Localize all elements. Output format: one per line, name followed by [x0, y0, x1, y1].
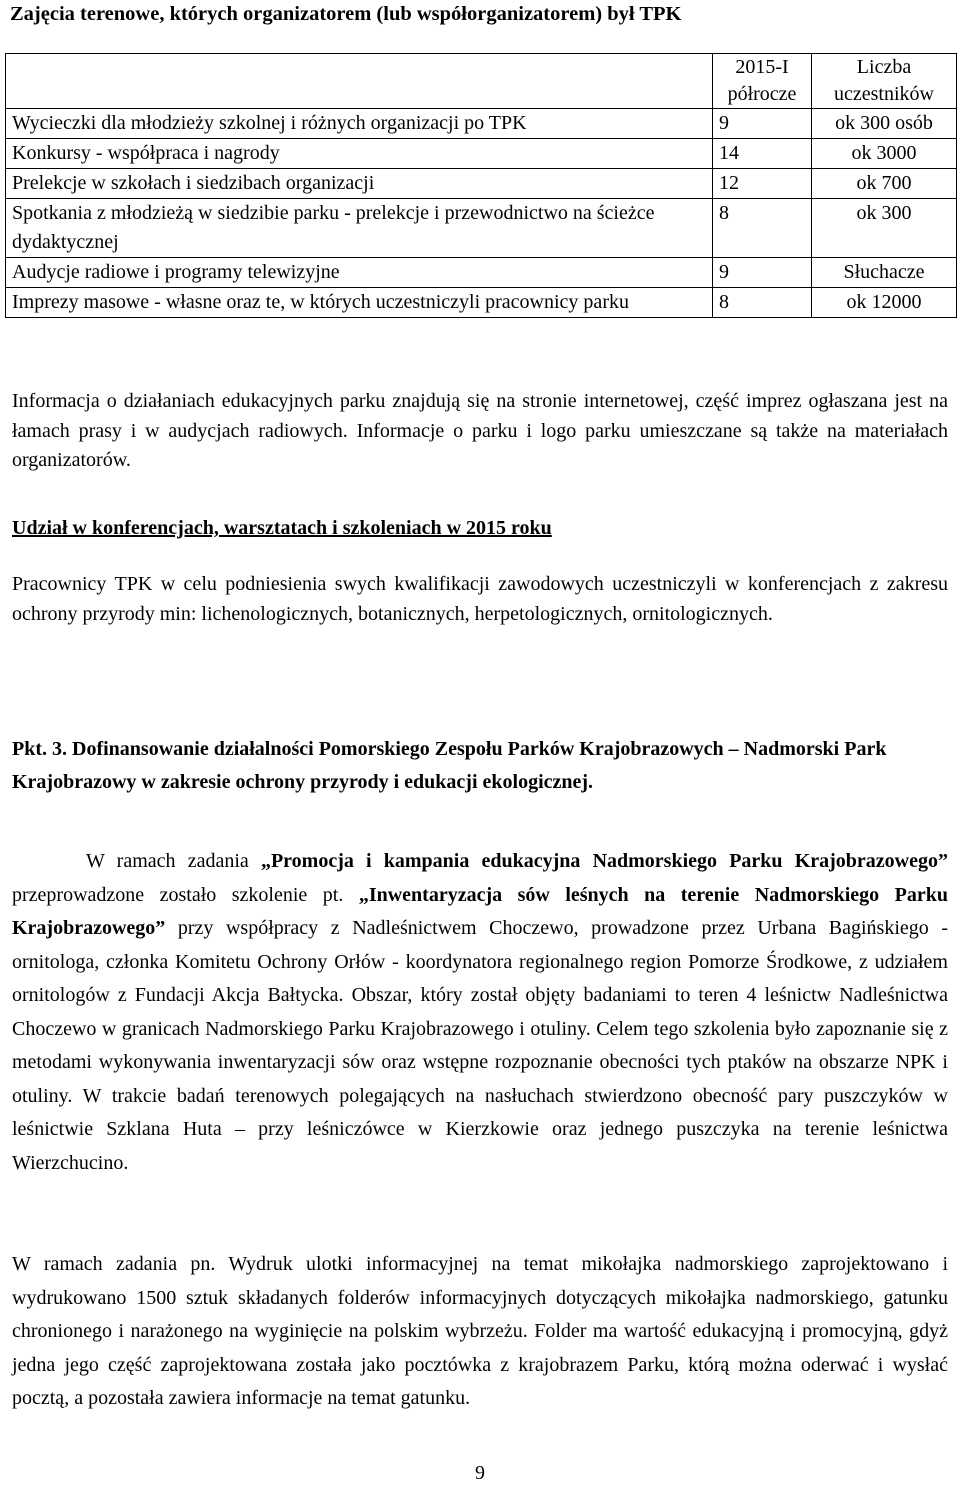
row-count: 9	[713, 258, 812, 288]
row-label: Prelekcje w szkołach i siedzibach organizacji	[6, 169, 713, 199]
row-label: Audycje radiowe i programy telewizyjne	[6, 258, 713, 288]
training-text-3: przy współpracy z Nadleśnictwem Choczewo, prowadzone przez Urbana Bagińskiego - ornitologa, członka Komitetu Ochrony Orłów - koordynatora regionalnego region Pomorze Środkowe, z udziałem ornitologów z Fundacji Akcja Bałtycka. Obszar, który został objęty badaniami to teren 4 leśnictw Nadleśnictwa Choczewo w granicach Nadmorskiego Parku Krajobrazowego i otuliny. Celem tego szkolenia było zapoznanie się z metodami wykonywania inwentaryzacji sów oraz wstępne rozpoznanie obecności tych ptaków na obszarze NPK i otuliny. W trakcie badań terenowych polegających na nasłuchach stwierdzono obecność pary puszczyków w leśnictwie Szklana Huta – przy leśniczówce w Kierzkowie oraz jednego puszczyka na terenie leśnictwa Wierzchucino.	[12, 917, 948, 1174]
pkt3-title: Dofinansowanie działalności Pomorskiego Zespołu Parków Krajobrazowych – Nadmorski Park Krajobrazowy w zakresie ochrony przyrody i edukacji ekologicznej.	[12, 738, 887, 793]
row-participants: ok 12000	[812, 288, 957, 318]
page-number: 9	[475, 1462, 485, 1484]
row-count: 8	[713, 199, 812, 258]
header-period: 2015-I półrocze	[713, 54, 812, 109]
table-row	[6, 169, 957, 199]
row-participants: ok 700	[812, 169, 957, 199]
section-heading: Zajęcia terenowe, których organizatorem (lub współorganizatorem) był TPK	[10, 3, 682, 25]
info-paragraph: Informacja o działaniach edukacyjnych parku znajdują się na stronie internetowej, część imprez ogłaszana jest na łamach prasy i w audycjach radiowych. Informacje o parku i logo parku umieszczane są także na materiałach organizatorów.	[12, 390, 948, 471]
task-name: „Promocja i kampania edukacyjna Nadmorskiego Parku Krajobrazowego”	[260, 850, 948, 872]
training-text-2: przeprowadzone zostało szkolenie pt.	[12, 883, 359, 906]
leaflet-paragraph: W ramach zadania pn. Wydruk ulotki informacyjnej na temat mikołajka nadmorskiego zaprojektowano i wydrukowano 1500 sztuk składanych folderów informacyjnych dotyczących mikołajka nadmorskiego, gatunku chronionego i narażonego na wyginięcie na polskim wybrzeżu. Folder ma wartość edukacyjną i promocyjną, gdyż jedna jego część zaprojektowana została jako pocztówka z krajobrazem Parku, którą można oderwać i wysłać pocztą, a pozostała zawiera informacje na temat gatunku.	[12, 1253, 948, 1409]
row-count: 9	[713, 109, 812, 139]
table-row	[6, 258, 957, 288]
row-label: Konkursy - współpraca i nagrody	[6, 139, 713, 169]
row-count: 12	[713, 169, 812, 199]
row-participants: ok 3000	[812, 139, 957, 169]
row-participants: ok 300	[812, 199, 957, 258]
conferences-paragraph: Pracownicy TPK w celu podniesienia swych kwalifikacji zawodowych uczestniczyli w konferencjach z zakresu ochrony przyrody min: lichenologicznych, botanicznych, herpetologicznych, ornitologicznych.	[12, 573, 948, 625]
table-row	[6, 109, 957, 139]
table-header-row	[6, 54, 957, 109]
field-activities-table	[5, 53, 957, 318]
row-count: 14	[713, 139, 812, 169]
training-title: „Inwentaryzacja sów leśnych na terenie Nadmorskiego Parku Krajobrazowego”	[12, 883, 948, 939]
row-participants: ok 300 osób	[812, 109, 957, 139]
header-empty-cell	[6, 54, 713, 109]
row-label: Wycieczki dla młodzieży szkolnej i różnych organizacji po TPK	[6, 109, 713, 139]
training-paragraph	[12, 845, 948, 1180]
row-participants: Słuchacze	[812, 258, 957, 288]
row-label: Spotkania z młodzieżą w siedzibie parku - prelekcje i przewodnictwo na ścieżce dydaktycznej	[6, 199, 713, 258]
row-count: 8	[713, 288, 812, 318]
pkt3-number: Pkt. 3.	[12, 738, 67, 760]
table-row	[6, 288, 957, 318]
row-label: Imprezy masowe - własne oraz te, w których uczestniczyli pracownicy parku	[6, 288, 713, 318]
pkt3-heading	[12, 733, 948, 799]
conferences-heading: Udział w konferencjach, warsztatach i szkoleniach w 2015 roku	[12, 517, 552, 539]
table-row	[6, 199, 957, 258]
header-participants: Liczba uczestników	[812, 54, 957, 109]
training-text-1: W ramach zadania	[86, 850, 261, 872]
table-row	[6, 139, 957, 169]
